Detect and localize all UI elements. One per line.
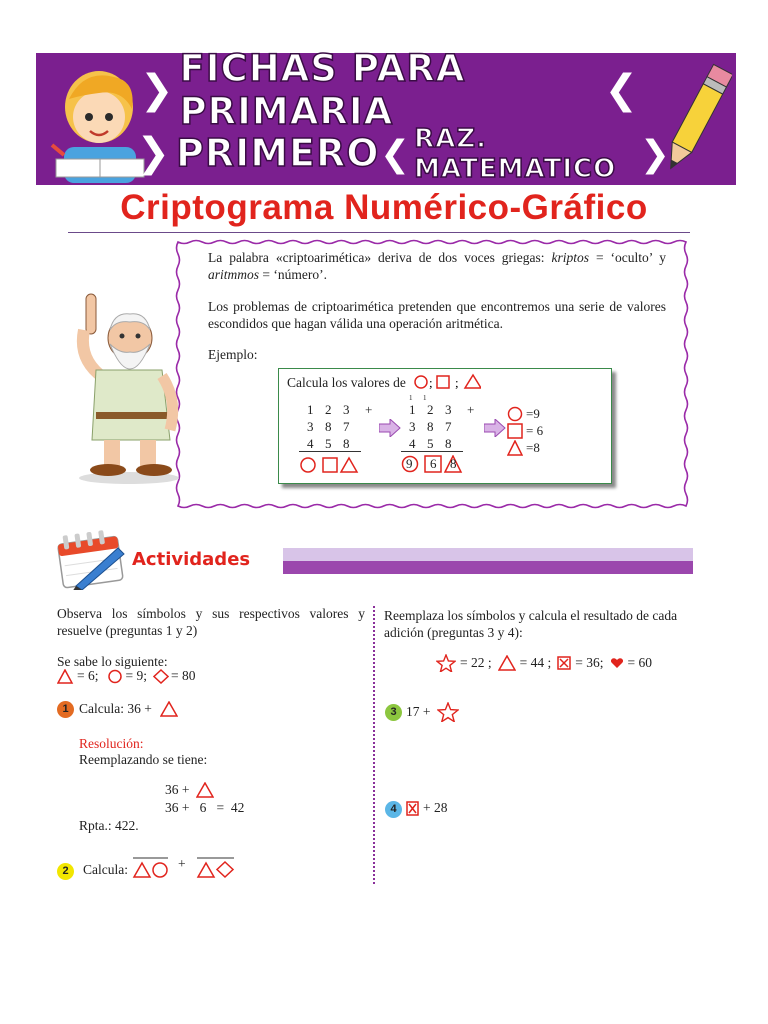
intro-paragraph-1: [208, 249, 666, 283]
sum-column-1: [307, 402, 383, 452]
example-box: [278, 368, 612, 484]
left-intro: Observa los símbolos y sus respectivos valores y resuelve (preguntas 1 y 2): [57, 606, 365, 638]
question-text: Calcula: 36 +: [79, 701, 152, 716]
chevron-left-icon: ❮: [380, 133, 411, 175]
example-prompt-text: Calcula los valores de: [287, 375, 406, 390]
square-icon: [437, 376, 449, 388]
intro-text: = ‘número’.: [259, 267, 327, 282]
question-badge-3: 3: [385, 704, 402, 721]
answer-text: Rpta.: 422.: [79, 818, 139, 833]
digit: 3: [445, 402, 452, 417]
resolution-step-2: 36 + 6 = 42: [165, 800, 245, 815]
pencil-icon: [662, 59, 732, 183]
intro-paragraph-2: Los problemas de criptoarimética pretenden que encontremos una serie de valores escondidos que hagan válida una operación aritmética.: [208, 299, 666, 331]
digit: 5: [325, 436, 332, 451]
arrow-right-icon: [379, 419, 401, 437]
intro-text: La palabra «criptoarimética» deriva de dos voces griegas:: [208, 250, 552, 265]
star-icon: [437, 702, 459, 722]
digit: 3: [307, 419, 314, 434]
step-text: 36 +: [165, 782, 190, 797]
value-text: = 22 ;: [460, 655, 492, 670]
unknown-shapes-row: [299, 456, 363, 474]
question-2: [83, 856, 236, 880]
chevron-right-icon: ❯: [140, 67, 174, 113]
triangle-icon: [498, 655, 516, 671]
question-badge-1: 1: [57, 701, 74, 718]
sum-row: [307, 402, 383, 418]
value-text: = 36;: [575, 655, 604, 670]
result-value: = 6: [526, 422, 544, 438]
carry-row: [409, 394, 427, 402]
crossed-box-icon: [557, 656, 571, 670]
carry-digit: 1: [409, 394, 413, 402]
star-icon: [436, 654, 456, 672]
sum-row: [409, 402, 485, 418]
answer-digit: 8: [450, 456, 457, 471]
digit: 4: [307, 436, 314, 451]
intro-text: = ‘oculto’ y: [589, 250, 666, 265]
plus-sign: +: [365, 402, 373, 417]
banner-title-line1: FICHAS PARA PRIMARIA: [179, 47, 466, 133]
value-text: = 60: [627, 655, 652, 670]
digit: 7: [445, 419, 452, 434]
circle-icon: [507, 406, 523, 422]
resolution-text: Reemplazando se tiene:: [79, 752, 208, 767]
banner-subject: RAZ. MATEMATICO: [414, 124, 617, 184]
plus-sign: +: [177, 856, 186, 871]
answer-digit: 6: [430, 456, 437, 471]
known-values: [57, 668, 196, 684]
sum-row: [307, 436, 383, 452]
activities-heading: Actividades: [132, 549, 251, 570]
resolution-step-1: [165, 782, 214, 798]
digit: 2: [427, 402, 434, 417]
value-text: = 80: [171, 668, 196, 683]
result-row: [507, 405, 543, 422]
activities-bar: [283, 548, 693, 574]
plus-sign: +: [467, 402, 475, 417]
circle-icon: [107, 669, 123, 684]
digit: 8: [325, 419, 332, 434]
sum-row: [307, 419, 383, 435]
value-text: = 44 ;: [519, 655, 552, 670]
sum-row: [409, 436, 485, 452]
result-value: =8: [526, 439, 540, 455]
calendar-icon: [54, 528, 128, 590]
column-divider: [373, 606, 375, 884]
triangle-icon: [57, 669, 74, 684]
digit: 8: [343, 436, 350, 451]
result-value: =9: [526, 405, 540, 421]
results-list: [507, 405, 543, 456]
intro-term-kriptos: kriptos: [551, 250, 590, 265]
resolution-label: Resolución:: [79, 736, 144, 751]
symbol-values: [436, 654, 652, 672]
digit: 1: [409, 402, 416, 417]
banner-row-2-left: [136, 125, 380, 181]
question-4: [406, 800, 448, 816]
title-divider: [68, 232, 690, 233]
circle-icon: [153, 863, 167, 877]
chevron-left-icon: ❮: [604, 67, 638, 113]
known-label: Se sabe lo siguiente:: [57, 654, 168, 669]
sum-column-2: [409, 402, 485, 452]
answer-shapes-row: [401, 455, 471, 473]
digit: 8: [445, 436, 452, 451]
value-text: = 9;: [125, 668, 147, 683]
question-badge-4: 4: [385, 801, 402, 818]
example-shapes-header: [413, 373, 481, 391]
arrow-right-icon: [484, 419, 506, 437]
intro-term-aritmmos: aritmmos: [208, 267, 260, 282]
result-row: [507, 439, 543, 456]
chevron-right-icon: ❯: [639, 133, 670, 175]
chevron-right-icon: ❯: [136, 130, 170, 176]
circle-icon: [415, 376, 427, 388]
overline-triangle-circle: [132, 856, 170, 880]
intro-example-label: Ejemplo:: [208, 347, 258, 362]
square-icon: [507, 423, 523, 439]
triangle-icon: [196, 782, 214, 798]
carry-digit: 1: [423, 394, 427, 402]
sum-line: [299, 451, 361, 452]
header-banner: [36, 47, 736, 185]
triangle-icon: [341, 458, 357, 472]
heart-icon: [610, 657, 624, 669]
digit: 4: [409, 436, 416, 451]
sage-illustration: [66, 290, 192, 486]
question-3: [406, 702, 459, 722]
digit: 3: [343, 402, 350, 417]
sum-line: [401, 451, 463, 452]
question-badge-2: 2: [57, 863, 74, 880]
question-text: 17 +: [406, 704, 431, 719]
right-intro: Reemplaza los símbolos y calcula el resultado de cada adición (preguntas 3 y 4):: [384, 608, 678, 640]
answer-digit: 9: [406, 456, 413, 471]
separator: ;: [455, 375, 459, 390]
banner-row-1: [140, 47, 638, 133]
triangle-icon: [465, 375, 481, 388]
overline-triangle-diamond: [196, 856, 236, 880]
example-prompt: [287, 375, 406, 391]
page-title: Criptograma Numérico-Gráfico: [120, 188, 648, 227]
separator: ;: [429, 375, 433, 390]
digit: 7: [343, 419, 350, 434]
digit: 3: [409, 419, 416, 434]
diamond-icon: [217, 862, 233, 877]
value-text: = 6;: [77, 668, 99, 683]
diamond-icon: [153, 669, 169, 684]
triangle-icon: [198, 863, 214, 877]
triangle-icon: [134, 863, 150, 877]
triangle-icon: [507, 440, 523, 456]
question-1: [79, 701, 178, 717]
triangle-icon: [160, 701, 178, 717]
square-icon: [323, 458, 337, 472]
digit: 2: [325, 402, 332, 417]
question-text: Calcula:: [83, 862, 128, 877]
digit: 1: [307, 402, 314, 417]
sum-row: [409, 419, 485, 435]
circle-icon: [301, 458, 315, 472]
result-row: [507, 422, 543, 439]
banner-row-2-right: [380, 124, 670, 184]
digit: 5: [427, 436, 434, 451]
digit: 8: [427, 419, 434, 434]
crossed-box-icon: [406, 801, 419, 816]
banner-grade: PRIMERO: [175, 131, 380, 175]
question-text: + 28: [423, 800, 448, 815]
